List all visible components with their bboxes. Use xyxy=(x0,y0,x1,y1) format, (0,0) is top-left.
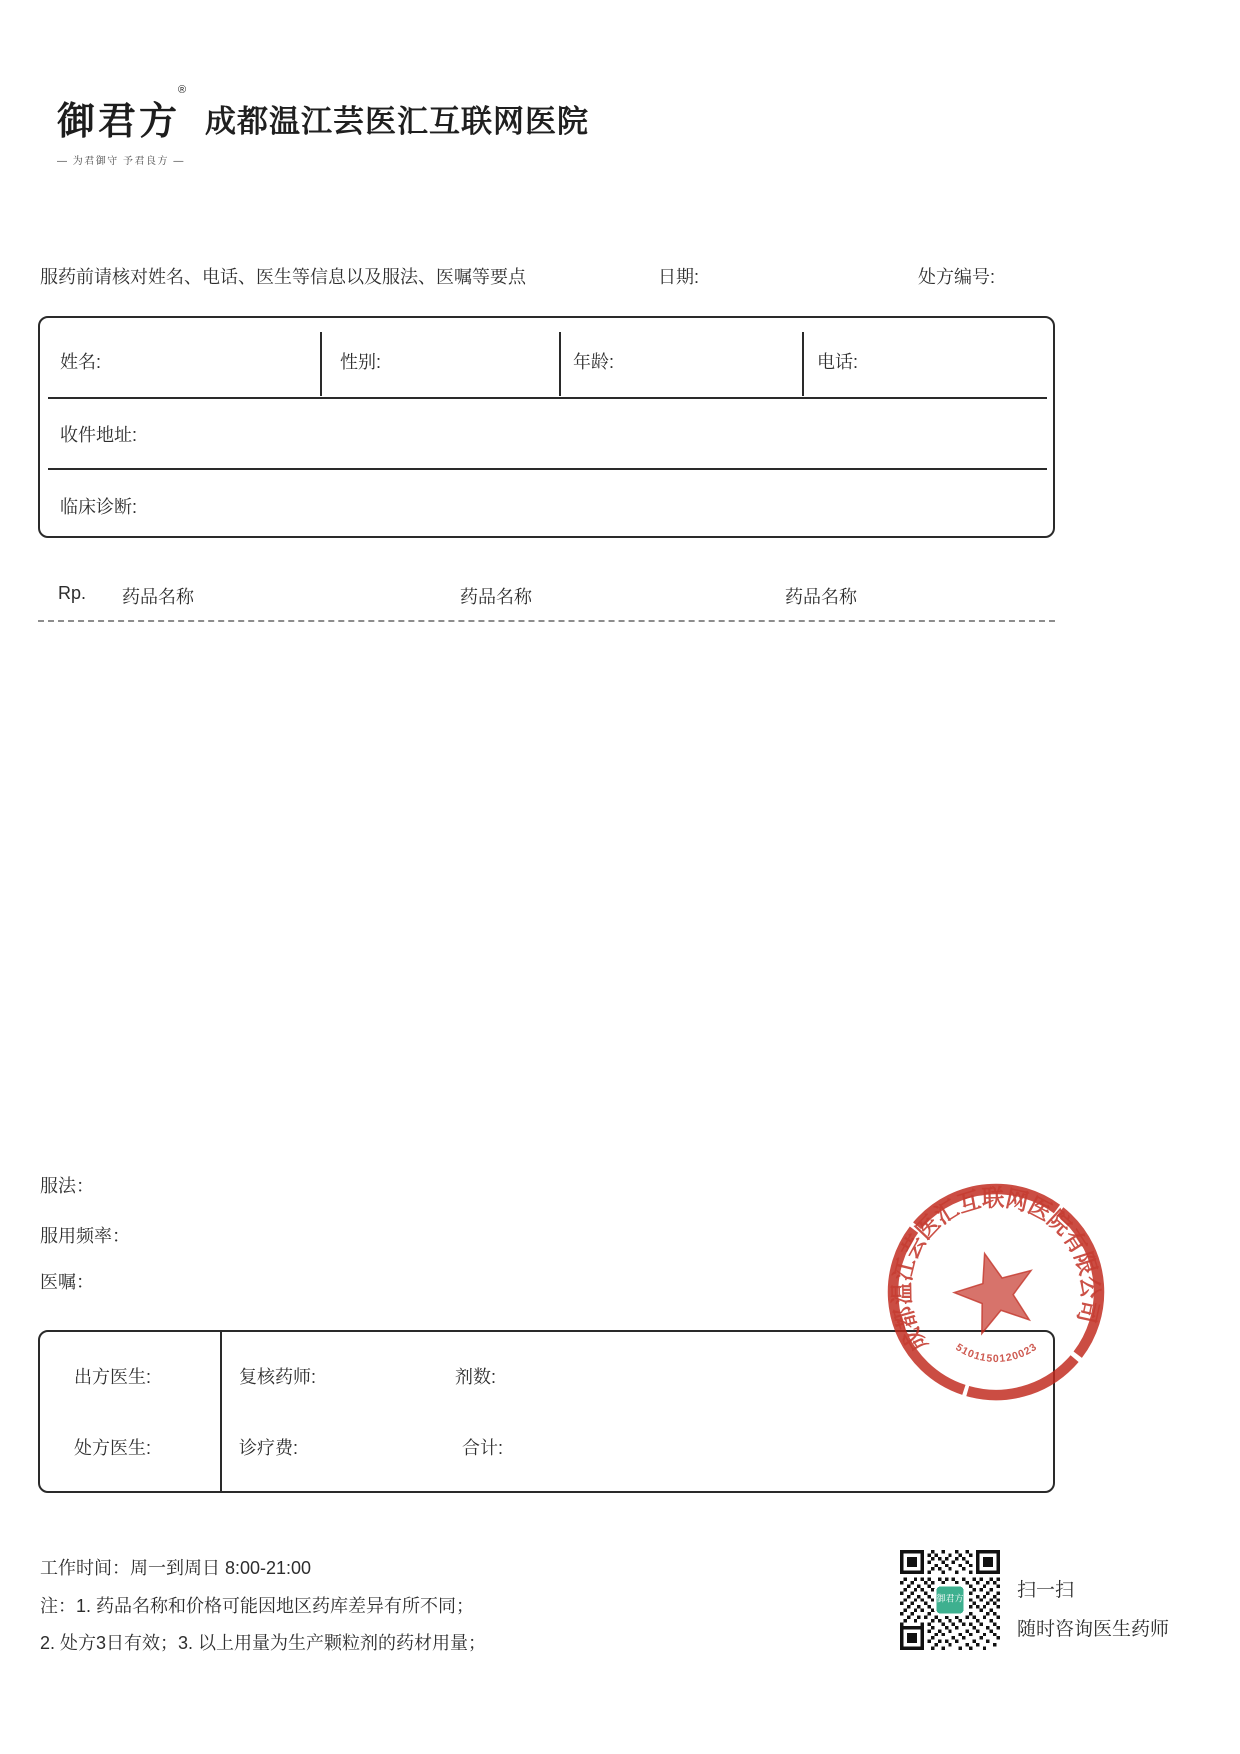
qr-scan-sub-label: 随时咨询医生药师 xyxy=(1017,1619,1170,1640)
brand-logo-row xyxy=(57,84,207,145)
horizontal-divider xyxy=(48,397,1047,399)
date-label: 日期: xyxy=(658,267,700,287)
vertical-divider xyxy=(320,332,322,396)
vertical-divider xyxy=(802,332,804,396)
brand-logo-text: 御君方 xyxy=(57,98,181,143)
issuing-doctor-label: 出方医生: xyxy=(74,1367,152,1387)
rp-header-row xyxy=(0,583,1240,607)
vertical-divider xyxy=(559,332,561,396)
medicine-name-column-header: 药品名称 xyxy=(122,587,194,607)
notice-row xyxy=(0,263,1240,289)
clinical-diagnosis-label: 临床诊断: xyxy=(60,497,138,517)
reviewing-pharmacist-label: 复核药师: xyxy=(239,1367,317,1387)
qr-code xyxy=(900,1550,1000,1650)
doses-label: 剂数: xyxy=(455,1367,497,1387)
prescribing-doctor-label: 处方医生: xyxy=(74,1438,152,1458)
stamp-serial-number: 5101150120023 xyxy=(953,1340,1040,1366)
stamp-ring-text: 成都温江芸医汇互联网医院有限公司 xyxy=(888,1184,1104,1357)
dosage-frequency-label: 服用频率： xyxy=(40,1226,130,1246)
vertical-divider xyxy=(220,1332,222,1491)
consultation-fee-label: 诊疗费: xyxy=(239,1438,299,1458)
official-seal-stamp xyxy=(876,1172,1116,1412)
patient-phone-label: 电话: xyxy=(817,352,859,372)
brand-logo xyxy=(57,84,207,167)
footer-note-line1: 注：1. 药品名称和价格可能因地区药库差异有所不同； xyxy=(40,1596,475,1616)
verification-notice: 服药前请核对姓名、电话、医生等信息以及服法、医嘱等要点 xyxy=(40,267,526,287)
footer-note-line2: 2. 处方3日有效；3. 以上用量为生产颗粒剂的药材用量； xyxy=(40,1633,487,1653)
registered-trademark-icon: ® xyxy=(178,84,187,96)
patient-info-box xyxy=(38,316,1055,538)
medicine-name-column-header: 药品名称 xyxy=(460,587,532,607)
qr-badge-text: 御君方 xyxy=(936,1593,964,1604)
patient-gender-label: 性别: xyxy=(340,352,382,372)
doctor-advice-label: 医嘱： xyxy=(40,1272,94,1292)
horizontal-divider xyxy=(48,468,1047,470)
stamp-star-icon xyxy=(951,1249,1038,1336)
qr-center-badge xyxy=(935,1585,965,1615)
patient-age-label: 年龄: xyxy=(573,352,615,372)
rp-label: Rp. xyxy=(58,583,87,603)
patient-identity-row xyxy=(40,318,1053,397)
hospital-name-title: 成都温江芸医汇互联网医院 xyxy=(205,104,589,139)
qr-scan-label: 扫一扫 xyxy=(1017,1580,1075,1601)
total-label: 合计: xyxy=(462,1438,504,1458)
dashed-separator xyxy=(38,620,1055,622)
patient-name-label: 姓名: xyxy=(60,352,102,372)
medicine-name-column-header: 药品名称 xyxy=(785,587,857,607)
prescription-number-label: 处方编号: xyxy=(918,267,996,287)
dosage-method-label: 服法： xyxy=(40,1176,94,1196)
working-hours-text: 工作时间：周一到周日 8:00-21:00 xyxy=(40,1558,312,1578)
brand-tagline: — 为君御守 予君良方 — xyxy=(57,156,185,167)
shipping-address-label: 收件地址: xyxy=(60,425,138,445)
